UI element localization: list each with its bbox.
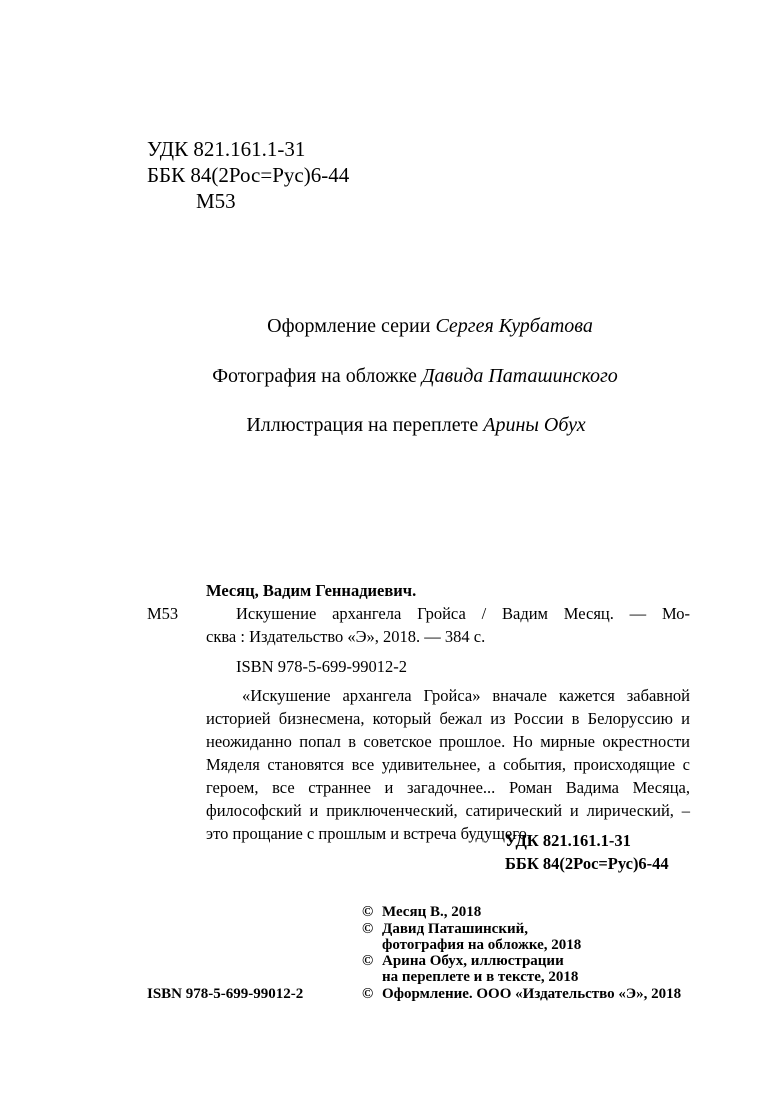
credit-label: Фотография на обложке [212,365,417,387]
catalog-title-line-2: сква : Издательство «Э», 2018. — 384 с. [206,627,486,646]
header-code: М53 [196,189,236,213]
copyright-photographer: © Давид Паташинский, [362,921,529,937]
catalog-title-line-1: Искушение архангела Гройса / Вадим Месяц. — Мо- [236,604,690,623]
copyright-publisher: © Оформление. ООО «Издательство «Э», 2018 [362,986,682,1002]
copyright-illustrator: © Арина Обух, иллюстрации [362,953,564,969]
copyright-symbol: © [362,953,374,969]
copyright-author: © Месяц В., 2018 [362,904,482,920]
copyright-symbol: © [362,921,374,937]
classification-bbk: ББК 84(2Рос=Рус)6-44 [505,854,669,873]
classification-udk: УДК 821.161.1-31 [505,831,631,850]
credit-name: Сергея Курбатова [435,315,593,337]
copyright-symbol: © [362,904,374,920]
catalog-author: Месяц, Вадим Геннадиевич. [206,581,417,600]
header-bbk: ББК 84(2Рос=Рус)6-44 [147,163,350,187]
credit-binding-illustration [0,413,768,437]
credit-series-design [0,314,768,338]
credit-label: Иллюстрация на переплете [246,414,479,436]
footer-isbn: ISBN 978-5-699-99012-2 [147,986,304,1002]
header-udk: УДК 821.161.1-31 [147,137,306,161]
copyright-illustrator-role: на переплете и в тексте, 2018 [382,969,579,985]
catalog-isbn: ISBN 978-5-699-99012-2 [236,657,407,676]
catalog-code: М53 [147,604,179,623]
copyright-symbol: © [362,986,374,1002]
credit-label: Оформление серии [267,315,431,337]
credit-name: Арины Обух [483,414,586,436]
credit-name: Давида Паташинского [421,365,618,387]
annotation-paragraph: «Искушение архангела Гройса» вначале кажется забавной историей бизнесмена, который бежал из России в Белоруссию и неожиданно попал в советское прошлое. Но мирные окрестности Мяделя становятся все удивительнее, а события, происходящие с героем, все страннее и загадочнее... Роман Вадима Месяца, философский и приключенческий, сатирический и лирический, – это прощание с прошлым и встреча будущего. [206,686,690,843]
credit-cover-photo [0,364,768,388]
copyright-photographer-role: фотография на обложке, 2018 [382,937,582,953]
